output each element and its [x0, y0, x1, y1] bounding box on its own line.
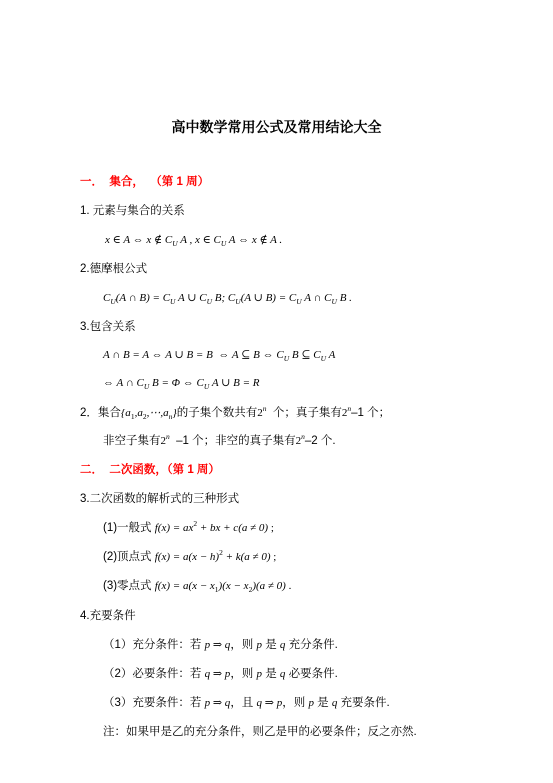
math-text: ;: [268, 522, 274, 534]
item-heading-quadratic-forms: 3.二次函数的解析式的三种形式: [80, 493, 240, 505]
math-text: p ⇒ q: [204, 697, 231, 709]
subscript: 1: [214, 585, 219, 594]
math-text: q: [279, 639, 286, 651]
math-text: {a: [120, 407, 131, 419]
subscript: U: [283, 354, 290, 363]
math-text: x ∈ A ⇔ x ∉ C: [105, 234, 173, 246]
math-text: 2: [341, 407, 348, 419]
math-text: )(a ≠ 0): [252, 580, 286, 592]
math-text: (A ∩ B) = C: [115, 292, 171, 304]
body-text: 充分条件.: [285, 639, 338, 651]
section-heading-quadratic: 二． 二次函数，（第 1 周）: [80, 464, 220, 476]
math-text: 2: [295, 435, 302, 447]
necessary-condition: [103, 666, 338, 682]
body-text: ，则: [230, 639, 257, 651]
math-text: q: [279, 668, 286, 680]
math-text: .: [285, 580, 292, 592]
body-text: （2）必要条件：若: [103, 668, 205, 680]
subscript: 2: [142, 412, 147, 421]
math-text: ,a: [134, 407, 143, 419]
formula-inclusion-1: [103, 347, 335, 363]
body-text: –1 个；非空的真子集有: [169, 435, 296, 447]
body-text: ，且: [230, 697, 257, 709]
note-text: 注：如果甲是乙的充分条件，则乙是甲的必要条件；反之亦然.: [103, 726, 417, 738]
sufficient-condition: [103, 637, 338, 653]
body-text: 非空子集有: [103, 435, 161, 447]
math-text: A ∪ B = R: [209, 377, 260, 389]
superscript: n: [166, 432, 170, 441]
item-heading-inclusion: 3.包含关系: [80, 321, 136, 333]
math-text: p: [256, 668, 263, 680]
math-text: A ⇔ x ∉ A .: [226, 234, 283, 246]
subscript: U: [172, 239, 178, 248]
subset-count-line-1: [80, 405, 390, 421]
body-text: 充要条件.: [337, 697, 390, 709]
math-text: + k(a ≠ 0): [222, 551, 271, 563]
subscript: U: [206, 297, 213, 306]
math-text: A , x ∈ C: [177, 234, 221, 246]
math-text: A: [326, 349, 336, 361]
math-text: B .: [336, 292, 352, 304]
subscript: U: [320, 354, 327, 363]
body-text: 的子集个数共有: [176, 407, 258, 419]
subscript: 1: [130, 412, 135, 421]
math-text: A ∩ B = A ⇔ A ∪ B = B ⇔ A ⊆ B ⇔ C: [103, 349, 284, 361]
math-text: ;: [270, 551, 277, 563]
body-text: （3）充要条件：若: [103, 697, 205, 709]
math-text: ⇔ A ∩ C: [103, 377, 144, 389]
subscript: n: [168, 412, 173, 421]
formula-vertex-form: [103, 549, 276, 565]
math-text: }: [172, 407, 177, 419]
subscript: U: [331, 297, 337, 306]
math-text: C: [103, 292, 111, 304]
document-title: 高中数学常用公式及常用结论大全: [171, 119, 382, 135]
item-heading-element-set-relation: 1. 元素与集合的关系: [80, 205, 185, 217]
subscript: U: [220, 239, 227, 248]
subscript: U: [110, 297, 116, 306]
item-heading-de-morgan: 2.德摩根公式: [80, 263, 148, 275]
math-text: A ∪ C: [175, 292, 207, 304]
formula-inclusion-2: [103, 375, 259, 391]
math-text: q: [331, 697, 338, 709]
body-text: 2．集合: [80, 407, 121, 419]
body-text: 个；真子集有: [266, 407, 342, 419]
body-text: ，则: [282, 697, 309, 709]
superscript: n: [347, 404, 352, 413]
body-text: （1）充分条件：若: [103, 639, 205, 651]
item-heading-conditions: 4.充要条件: [80, 610, 136, 622]
math-text: A ∩ C: [301, 292, 332, 304]
body-text: 是: [262, 668, 280, 680]
body-text: –1 个；: [351, 407, 391, 419]
subscript: U: [143, 382, 150, 391]
body-text: 必要条件.: [285, 668, 338, 680]
math-text: B; C: [212, 292, 236, 304]
math-text: B = Φ ⇔ C: [149, 377, 204, 389]
math-text: p: [308, 697, 314, 709]
body-text: (2)顶点式: [103, 551, 155, 563]
superscript: n: [262, 404, 267, 413]
superscript: 2: [219, 548, 223, 557]
math-text: q ⇒ p: [204, 668, 231, 680]
superscript: n: [301, 432, 305, 441]
math-text: 2: [160, 435, 166, 447]
subscript: U: [203, 382, 210, 391]
subscript: U: [170, 297, 176, 306]
subscript: U: [296, 297, 302, 306]
body-text: –2 个.: [304, 435, 336, 447]
subscript: U: [235, 297, 241, 306]
body-text: 是: [262, 639, 280, 651]
subscript: 2: [248, 585, 253, 594]
formula-de-morgan: [103, 290, 352, 306]
math-text: ,⋯,a: [146, 407, 169, 419]
math-text: B ⊆ C: [289, 349, 321, 361]
math-text: (A ∪ B) = C: [240, 292, 297, 304]
section-heading-sets: 一． 集合， （第 1 周）: [80, 176, 210, 188]
subset-count-line-2: [103, 433, 336, 449]
body-text: (1)一般式: [103, 522, 155, 534]
superscript: 2: [193, 519, 198, 528]
body-text: ，则: [230, 668, 257, 680]
formula-zero-form: [103, 578, 291, 594]
math-text: f(x) = a(x − h): [154, 551, 220, 563]
math-text: 2: [257, 407, 263, 419]
math-text: p ⇒ q: [204, 639, 231, 651]
math-text: )(x − x: [218, 580, 249, 592]
formula-element-set-relation: [105, 232, 282, 248]
math-text: + bx + c(a ≠ 0): [197, 522, 269, 534]
body-text: (3)零点式: [103, 580, 155, 592]
necessary-and-sufficient-condition: [103, 695, 390, 711]
math-text: q ⇒ p: [256, 697, 283, 709]
math-text: f(x) = a(x − x: [154, 580, 215, 592]
math-text: f(x) = ax: [154, 522, 194, 534]
body-text: 是: [313, 697, 332, 709]
math-text: p: [256, 639, 263, 651]
formula-general-form: [103, 520, 274, 536]
